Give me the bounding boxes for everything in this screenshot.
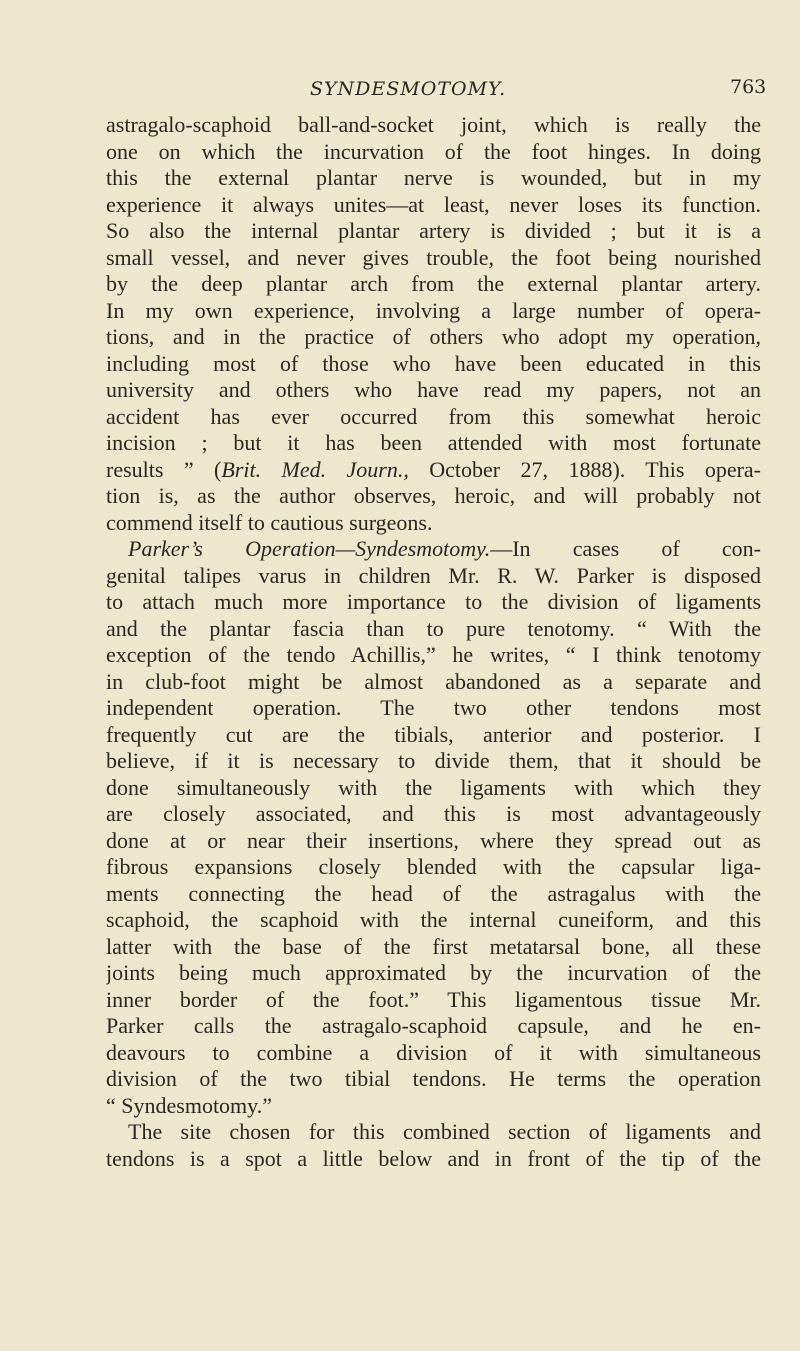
text-line: experience it always unites—at least, never loses its function. xyxy=(106,191,761,217)
text-line: small vessel, and never gives trouble, the foot being nourished xyxy=(106,244,761,270)
body-text xyxy=(106,112,761,1172)
text-span: results ” ( xyxy=(106,456,222,482)
text-line: university and others who have read my papers, not an xyxy=(106,377,761,402)
text-line: tions, and in the practice of others who adopt my operation, xyxy=(106,324,761,349)
text-span: October 27, 1888). This opera- xyxy=(408,456,761,482)
italic-span: Brit. Med. Journ., xyxy=(221,456,409,482)
text-line xyxy=(106,457,761,484)
text-line: one on which the incurvation of the foot hinges. In doing xyxy=(106,138,761,164)
italic-span: Parker’s Operation—Syndesmotomy. xyxy=(128,536,491,561)
text-line: fibrous expansions closely blended with the capsular liga- xyxy=(106,854,761,879)
text-line: joints being much approximated by the incurvation of the xyxy=(106,960,761,985)
text-line: ments connecting the head of the astragalus with the xyxy=(106,880,761,906)
text-line: done at or near their insertions, where they spread out as xyxy=(106,827,761,853)
text-line: The site chosen for this combined section of ligaments and xyxy=(128,1119,761,1144)
text-line: by the deep plantar arch from the external plantar artery. xyxy=(106,271,761,296)
text-line: tion is, as the author observes, heroic, and will probably not xyxy=(106,483,761,508)
text-line: are closely associated, and this is most advantageously xyxy=(106,801,761,826)
text-line: accident has ever occurred from this somewhat heroic xyxy=(106,403,761,429)
text-line: frequently cut are the tibials, anterior and posterior. I xyxy=(106,721,761,747)
text-span: —In cases of con- xyxy=(490,536,761,561)
text-line: Parker calls the astragalo-scaphoid capsule, and he en- xyxy=(106,1013,761,1038)
text-line: So also the internal plantar artery is divided ; but it is a xyxy=(106,218,761,243)
text-line: in club-foot might be almost abandoned as a separate and xyxy=(106,668,761,694)
text-line: latter with the base of the first metatarsal bone, all these xyxy=(106,933,761,959)
text-line: incision ; but it has been attended with most fortunate xyxy=(106,430,761,455)
text-line: astragalo-scaphoid ball-and-socket joint, which is really the xyxy=(106,112,761,137)
text-line xyxy=(106,536,761,563)
text-line: to attach much more importance to the division of ligaments xyxy=(106,589,761,614)
text-line: including most of those who have been educated in this xyxy=(106,350,761,376)
text-line: commend itself to cautious surgeons. xyxy=(106,509,433,535)
text-line: “ Syndesmotomy.” xyxy=(106,1092,272,1118)
text-line: genital talipes varus in children Mr. R. W. Parker is disposed xyxy=(106,562,761,588)
text-line: believe, if it is necessary to divide them, that it should be xyxy=(106,748,761,773)
text-line: independent operation. The two other tendons most xyxy=(106,695,761,720)
text-line: exception of the tendo Achillis,” he writes, “ I think tenotomy xyxy=(106,642,761,667)
text-line: and the plantar fascia than to pure tenotomy. “ With the xyxy=(106,615,761,641)
text-line: division of the two tibial tendons. He terms the operation xyxy=(106,1066,761,1091)
text-line: inner border of the foot.” This ligamentous tissue Mr. xyxy=(106,986,761,1012)
running-head: SYNDESMOTOMY. xyxy=(310,78,507,100)
text-line: this the external plantar nerve is wounded, but in my xyxy=(106,165,761,190)
text-line: done simultaneously with the ligaments with which they xyxy=(106,774,761,800)
text-line: deavours to combine a division of it with simultaneous xyxy=(106,1039,761,1065)
text-line: tendons is a spot a little below and in front of the tip of the xyxy=(106,1145,761,1171)
page-number: 763 xyxy=(730,76,767,98)
text-line: scaphoid, the scaphoid with the internal cuneiform, and this xyxy=(106,907,761,932)
text-line: In my own experience, involving a large number of opera- xyxy=(106,297,761,323)
